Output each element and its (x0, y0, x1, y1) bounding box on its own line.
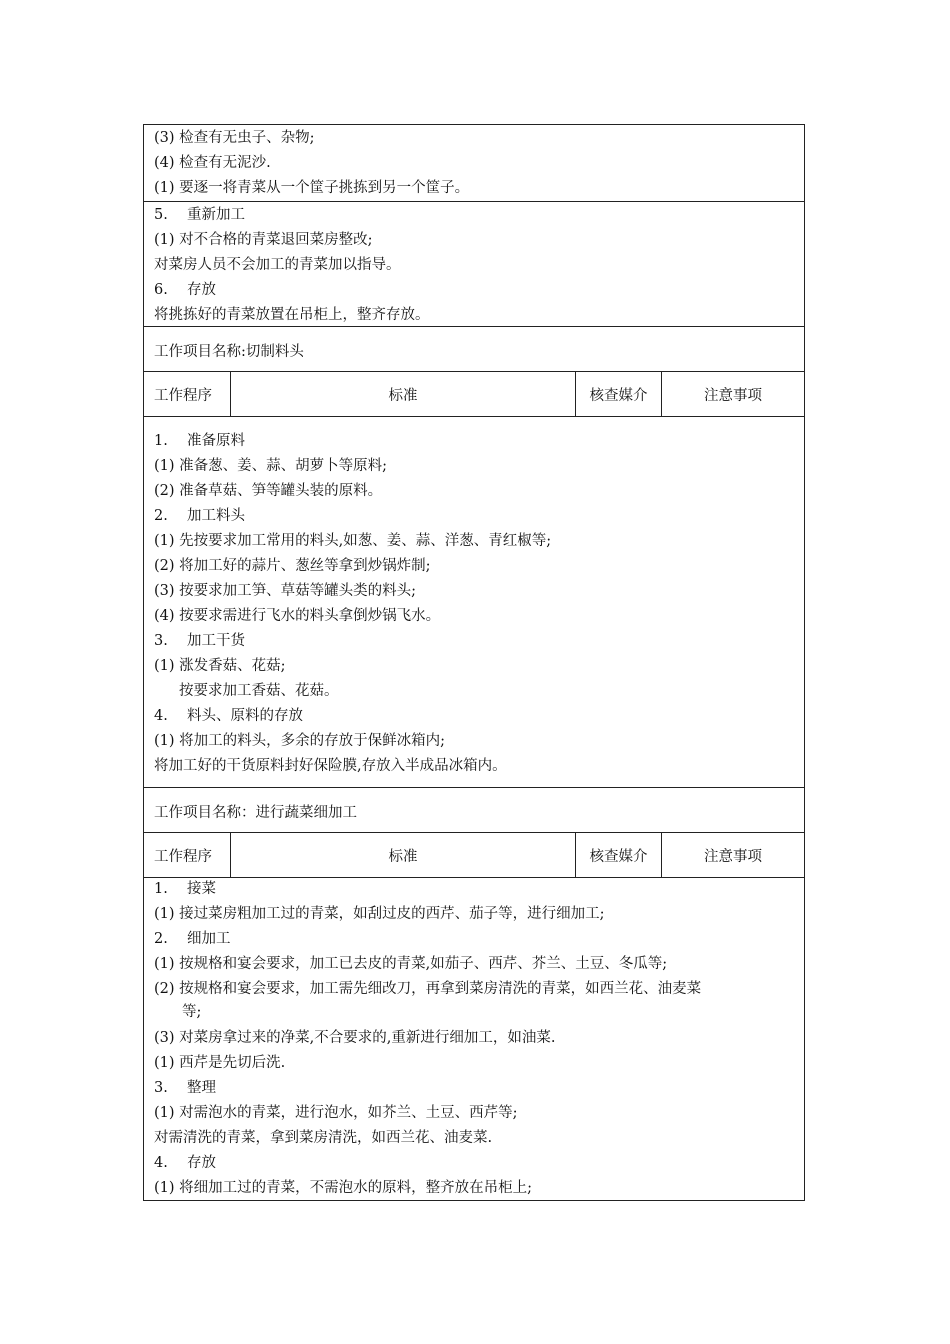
text-line: 6. 存放 (154, 282, 216, 298)
text-line: (1) 西芹是先切后洗. (154, 1055, 286, 1071)
header-procedure: 工作程序 (154, 848, 212, 865)
text-line: (1) 要逐一将青菜从一个筐子挑拣到另一个筐子。 (154, 180, 470, 196)
text-line: 按要求加工香菇、花菇。 (179, 683, 339, 699)
procedure-body-1 (144, 416, 804, 787)
project-title-row (144, 326, 804, 371)
text-line: (1) 按规格和宴会要求，加工已去皮的青菜,如茄子、西芹、芥兰、土豆、冬瓜等; (154, 956, 668, 972)
table-header-row (144, 832, 804, 877)
text-line: 4. 存放 (154, 1155, 216, 1171)
text-line: 5. 重新加工 (154, 207, 245, 223)
text-line: 对菜房人员不会加工的青菜加以指导。 (154, 257, 401, 273)
section-a (144, 125, 804, 201)
text-line: 2. 细加工 (154, 931, 231, 947)
text-line: 等; (182, 1004, 202, 1020)
header-standard: 标准 (230, 833, 575, 877)
text-line: (1) 准备葱、姜、蒜、胡萝卜等原料; (154, 458, 388, 474)
text-line: 将挑拣好的青菜放置在吊柜上，整齐存放。 (154, 307, 430, 323)
text-line: (4) 按要求需进行飞水的料头拿倒炒锅飞水。 (154, 608, 441, 624)
text-line: 1. 接菜 (154, 881, 216, 897)
text-line: (1) 涨发香菇、花菇; (154, 658, 286, 674)
project-title: 工作项目名称：进行蔬菜细加工 (154, 805, 357, 821)
text-line: 4. 料头、原料的存放 (154, 708, 303, 724)
project-title: 工作项目名称:切制料头 (154, 344, 304, 360)
header-notes: 注意事项 (661, 833, 804, 877)
text-line: (2) 准备草菇、笋等罐头装的原料。 (154, 483, 383, 499)
text-line: 3. 整理 (154, 1080, 216, 1096)
text-line: 1. 准备原料 (154, 433, 245, 449)
text-line: (2) 按规格和宴会要求，加工需先细改刀，再拿到菜房清洗的青菜，如西兰花、油麦菜 (154, 981, 702, 997)
text-line: (3) 检查有无虫子、杂物; (154, 130, 315, 146)
text-line: (2) 将加工好的蒜片、葱丝等拿到炒锅炸制; (154, 558, 431, 574)
text-line: 2. 加工料头 (154, 508, 245, 524)
header-verification: 核查媒介 (575, 372, 661, 416)
header-notes: 注意事项 (661, 372, 804, 416)
section-b (144, 201, 804, 326)
text-line: (3) 对菜房拿过来的净菜,不合要求的,重新进行细加工，如油菜. (154, 1030, 556, 1046)
text-line: 3. 加工干货 (154, 633, 245, 649)
text-line: (1) 接过菜房粗加工过的青菜，如刮过皮的西芹、茄子等，进行细加工; (154, 906, 605, 922)
header-standard: 标准 (230, 372, 575, 416)
text-line: (1) 对不合格的青菜退回菜房整改; (154, 232, 373, 248)
procedure-body-2 (144, 877, 804, 1200)
text-line: (4) 检查有无泥沙. (154, 155, 271, 171)
text-line: 对需清洗的青菜，拿到菜房清洗，如西兰花、油麦菜. (154, 1130, 493, 1146)
table-header-row (144, 371, 804, 416)
document-table (143, 124, 805, 1201)
header-procedure: 工作程序 (154, 387, 212, 404)
header-verification: 核查媒介 (575, 833, 661, 877)
text-line: (1) 先按要求加工常用的料头,如葱、姜、蒜、洋葱、青红椒等; (154, 533, 552, 549)
text-line: 将加工好的干货原料封好保险膜,存放入半成品冰箱内。 (154, 758, 507, 774)
text-line: (1) 对需泡水的青菜，进行泡水，如芥兰、土豆、西芹等; (154, 1105, 518, 1121)
text-line: (1) 将加工的料头，多余的存放于保鲜冰箱内; (154, 733, 446, 749)
project-title-row (144, 787, 804, 832)
text-line: (3) 按要求加工笋、草菇等罐头类的料头; (154, 583, 417, 599)
text-line: (1) 将细加工过的青菜，不需泡水的原料，整齐放在吊柜上; (154, 1180, 533, 1196)
